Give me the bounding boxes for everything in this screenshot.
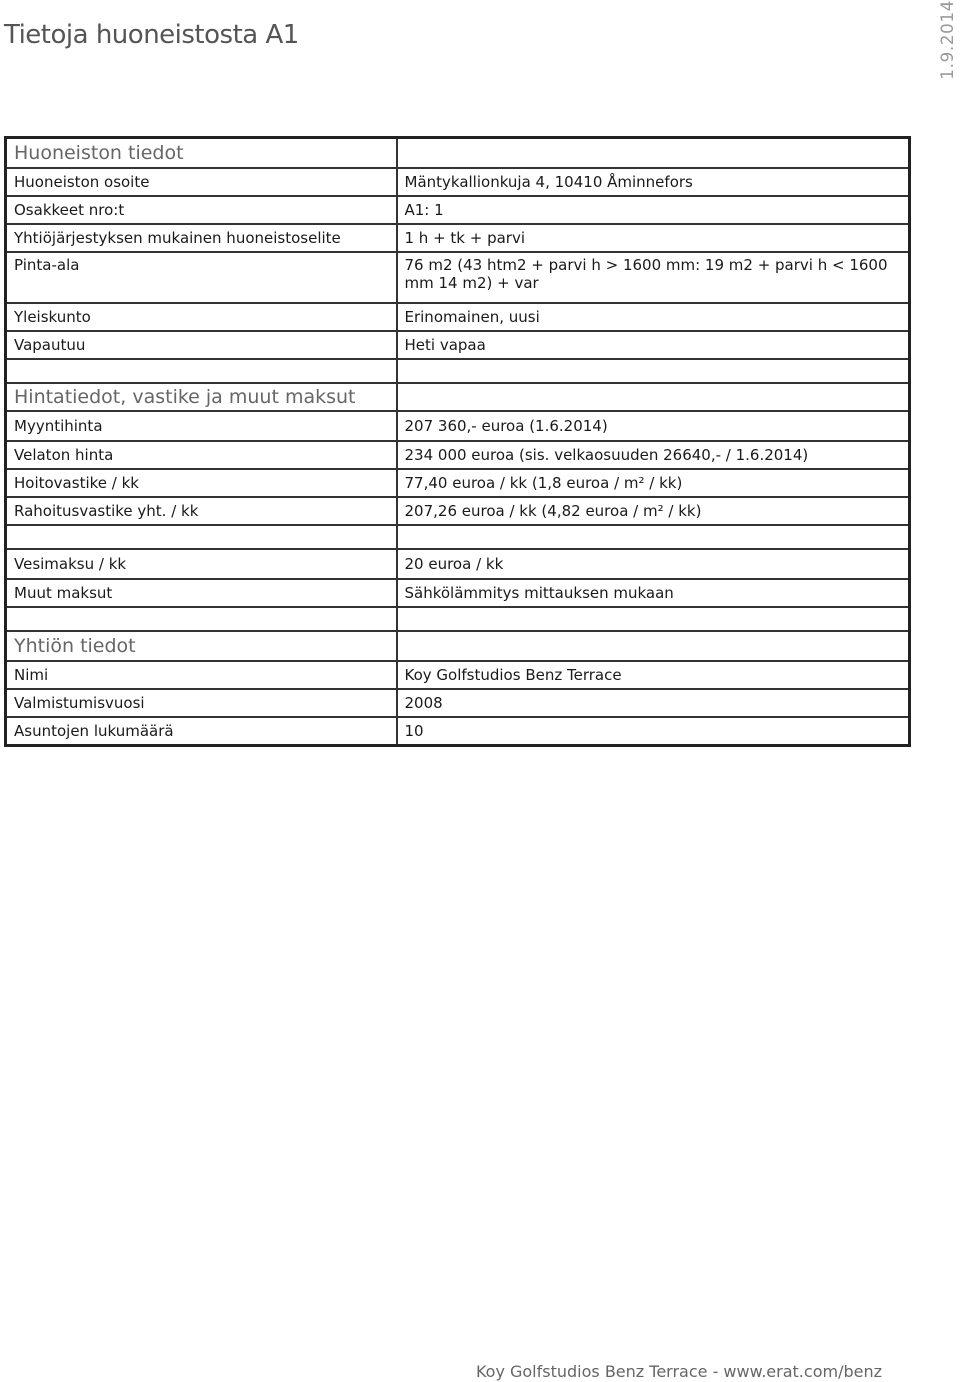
row-label: Huoneiston osoite: [6, 168, 397, 196]
row-label: Velaton hinta: [6, 441, 397, 469]
row-value: 207,26 euroa / kk (4,82 euroa / m² / kk): [397, 497, 910, 525]
row-value: A1: 1: [397, 196, 910, 224]
row-label: Pinta-ala: [6, 252, 397, 303]
section-title: Hintatiedot, vastike ja muut maksut: [6, 383, 397, 411]
row-label: Vapautuu: [6, 331, 397, 359]
spacer-row: [6, 607, 910, 631]
row-value: Erinomainen, uusi: [397, 303, 910, 331]
row-label: Muut maksut: [6, 579, 397, 607]
table-row: [6, 441, 910, 469]
page-footer: Koy Golfstudios Benz Terrace - www.erat.com/benz: [475, 1362, 882, 1381]
table-row: [6, 196, 910, 224]
section-header-row: [6, 138, 910, 169]
section-title: Yhtiön tiedot: [6, 631, 397, 661]
row-value: Sähkölämmitys mittauksen mukaan: [397, 579, 910, 607]
row-label: Myyntihinta: [6, 411, 397, 441]
row-label: Valmistumisvuosi: [6, 689, 397, 717]
table-row: [6, 579, 910, 607]
row-label: Vesimaksu / kk: [6, 549, 397, 579]
page-title: Tietoja huoneistosta A1: [4, 20, 299, 50]
row-value: Koy Golfstudios Benz Terrace: [397, 661, 910, 689]
table-row: [6, 689, 910, 717]
table-row: [6, 224, 910, 252]
row-value: 77,40 euroa / kk (1,8 euroa / m² / kk): [397, 469, 910, 497]
row-label: Yhtiöjärjestyksen mukainen huoneistoselite: [6, 224, 397, 252]
table-row: [6, 168, 910, 196]
row-label: Yleiskunto: [6, 303, 397, 331]
table-row: [6, 549, 910, 579]
row-label: Rahoitusvastike yht. / kk: [6, 497, 397, 525]
section-header-row: [6, 631, 910, 661]
table-row: [6, 717, 910, 746]
apartment-info-table: [4, 136, 911, 747]
table-row: [6, 661, 910, 689]
spacer-row: [6, 359, 910, 383]
row-value: 76 m2 (43 htm2 + parvi h > 1600 mm: 19 m2 + parvi h < 1600 mm 14 m2) + var: [397, 252, 910, 303]
table-row: [6, 411, 910, 441]
table-row: [6, 252, 910, 303]
row-value: 234 000 euroa (sis. velkaosuuden 26640,- / 1.6.2014): [397, 441, 910, 469]
table-row: [6, 303, 910, 331]
row-value: 20 euroa / kk: [397, 549, 910, 579]
row-label: Osakkeet nro:t: [6, 196, 397, 224]
spacer-row: [6, 525, 910, 549]
row-value: 2008: [397, 689, 910, 717]
row-label: Hoitovastike / kk: [6, 469, 397, 497]
table-row: [6, 497, 910, 525]
section-header-row: [6, 383, 910, 411]
table-row: [6, 331, 910, 359]
row-value: 10: [397, 717, 910, 746]
row-label: Asuntojen lukumäärä: [6, 717, 397, 746]
row-label: Nimi: [6, 661, 397, 689]
section-title: Huoneiston tiedot: [6, 138, 397, 169]
page-date: 1.9.2014: [938, 0, 958, 80]
row-value: Heti vapaa: [397, 331, 910, 359]
row-value: 207 360,- euroa (1.6.2014): [397, 411, 910, 441]
row-value: Mäntykallionkuja 4, 10410 Åminnefors: [397, 168, 910, 196]
table-row: [6, 469, 910, 497]
row-value: 1 h + tk + parvi: [397, 224, 910, 252]
